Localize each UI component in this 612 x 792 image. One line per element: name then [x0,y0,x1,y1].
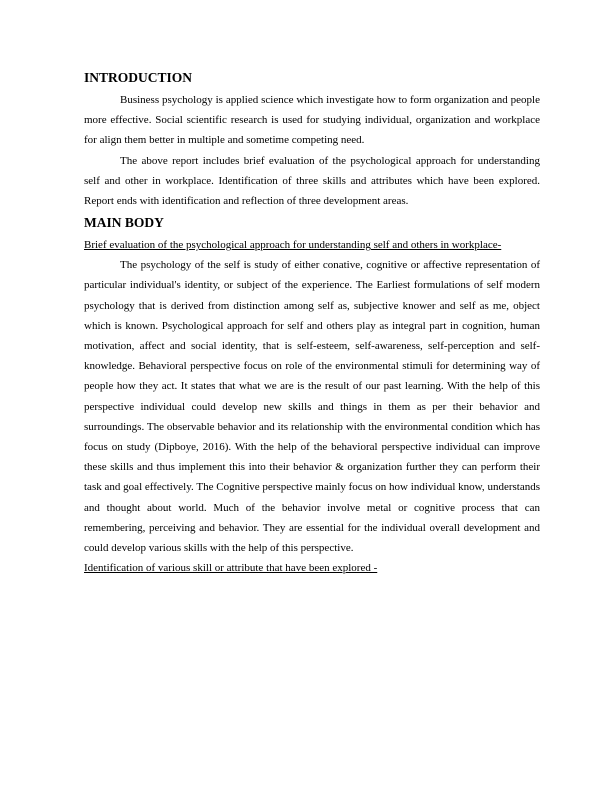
introduction-heading: INTRODUCTION [84,70,193,85]
intro-paragraph-2: The above report includes brief evaluation of the psychological approach for understanding self and other in workplace. Identification of three skills and attributes which have been explored. Report ends with identification and reflection of three development areas. [84,154,540,208]
skills-subheading: Identification of various skill or attribute that have been explored - [84,562,378,575]
evaluation-subheading: Brief evaluation of the psychological approach for understanding self and others in workplace- [84,239,502,252]
evaluation-paragraph: The psychology of the self is study of either conative, cognitive or affective representation of particular individual's identity, or subject of the experience. The Earliest formulations of self modern psychology that is derived from distinction among self as, subjective knower and self as me, object which is known. Psychological approach for self and others play as integral part in cognition, human motivation, affect and social identity, that is self-esteem, self-awareness, self-perception and self-knowledge. Behavioral perspective focus on role of the environmental stimuli for determining way of people how they act. It states that what we are is the result of our past learning. With the help of this perspective individual could develop new skills and things in them as per their behavior and surroundings. The observable behavior and its relationship with the environmental condition which has focus on study (Dipboye, 2016). With the help of the behavioral perspective individual can improve these skills and thus implement this into their behavior & organization further they can perform their task and goal effectively. The Cognitive perspective mainly focus on how individual know, understands and thought about world. Much of the behavior involve metal or cognitive process that can remembering, perceiving and behavior. They are essential for the individual overall development and could develop various skills with the help of this perspective. [84,259,540,555]
main-body-heading: MAIN BODY [84,215,164,231]
intro-paragraph-1: Business psychology is applied science which investigate how to form organization and people more effective. Social scientific research is used for studying individual, organization and workplace for align them better in multiple and sometime competing need. [84,94,540,147]
document-page [84,68,540,578]
